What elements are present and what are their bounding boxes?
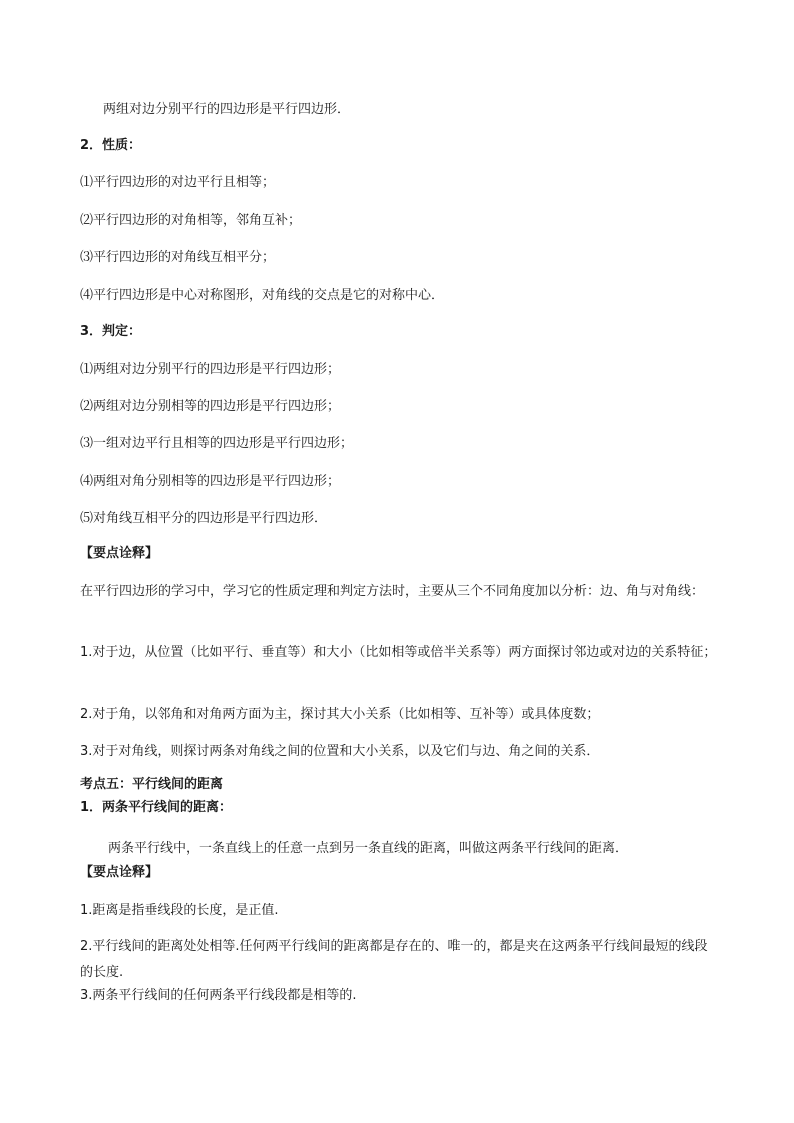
key-point-2: 2.对于角，以邻角和对角两方面为主，探讨其大小关系（比如相等、互补等）或具体度数； (80, 707, 600, 722)
criteria-item-4: ⑷两组对角分别相等的四边形是平行四边形； (80, 474, 341, 489)
key-points-intro: 在平行四边形的学习中，学习它的性质定理和判定方法时，主要从三个不同角度加以分析：边、角与对角线： (80, 584, 705, 599)
distance-point-1: 1.距离是指垂线段的长度，是正值. (80, 903, 279, 918)
distance-definition: 两条平行线中，一条直线上的任意一点到另一条直线的距离，叫做这两条平行线间的距离． (108, 841, 629, 856)
key-points-heading-2: 【要点诠释】 (80, 865, 159, 880)
key-point-1: 1.对于边，从位置（比如平行、垂直等）和大小（比如相等或倍半关系等）两方面探讨邻边或对边的关系特征； (80, 645, 717, 660)
key-points-heading: 【要点诠释】 (80, 546, 159, 561)
distance-subheading: 1．两条平行线间的距离： (80, 800, 233, 815)
distance-point-3: 3.两条平行线间的任何两条平行线段都是相等的. (80, 988, 357, 1003)
criteria-item-1: ⑴两组对边分别平行的四边形是平行四边形； (80, 362, 341, 377)
distance-point-2: 2.平行线间的距离处处相等.任何两平行线间的距离都是存在的、唯一的，都是夹在这两条平行线间最短的线段的长度. (80, 939, 708, 980)
section-heading-properties: 2．性质： (80, 138, 142, 153)
definition-text: 两组对边分别平行的四边形是平行四边形． (103, 102, 351, 117)
topic-five-heading: 考点五：平行线间的距离 (80, 777, 224, 792)
criteria-item-2: ⑵两组对边分别相等的四边形是平行四边形； (80, 399, 341, 414)
key-point-3: 3.对于对角线，则探讨两条对角线之间的位置和大小关系，以及它们与边、角之间的关系． (80, 744, 600, 759)
criteria-item-5: ⑸对角线互相平分的四边形是平行四边形． (80, 511, 328, 526)
property-item-1: ⑴平行四边形的对边平行且相等； (80, 175, 276, 190)
property-item-3: ⑶平行四边形的对角线互相平分； (80, 250, 276, 265)
property-item-4: ⑷平行四边形是中心对称图形，对角线的交点是它的对称中心． (80, 288, 445, 303)
section-heading-criteria: 3．判定： (80, 324, 142, 339)
criteria-item-3: ⑶一组对边平行且相等的四边形是平行四边形； (80, 436, 354, 451)
property-item-2: ⑵平行四边形的对角相等，邻角互补； (80, 213, 302, 228)
